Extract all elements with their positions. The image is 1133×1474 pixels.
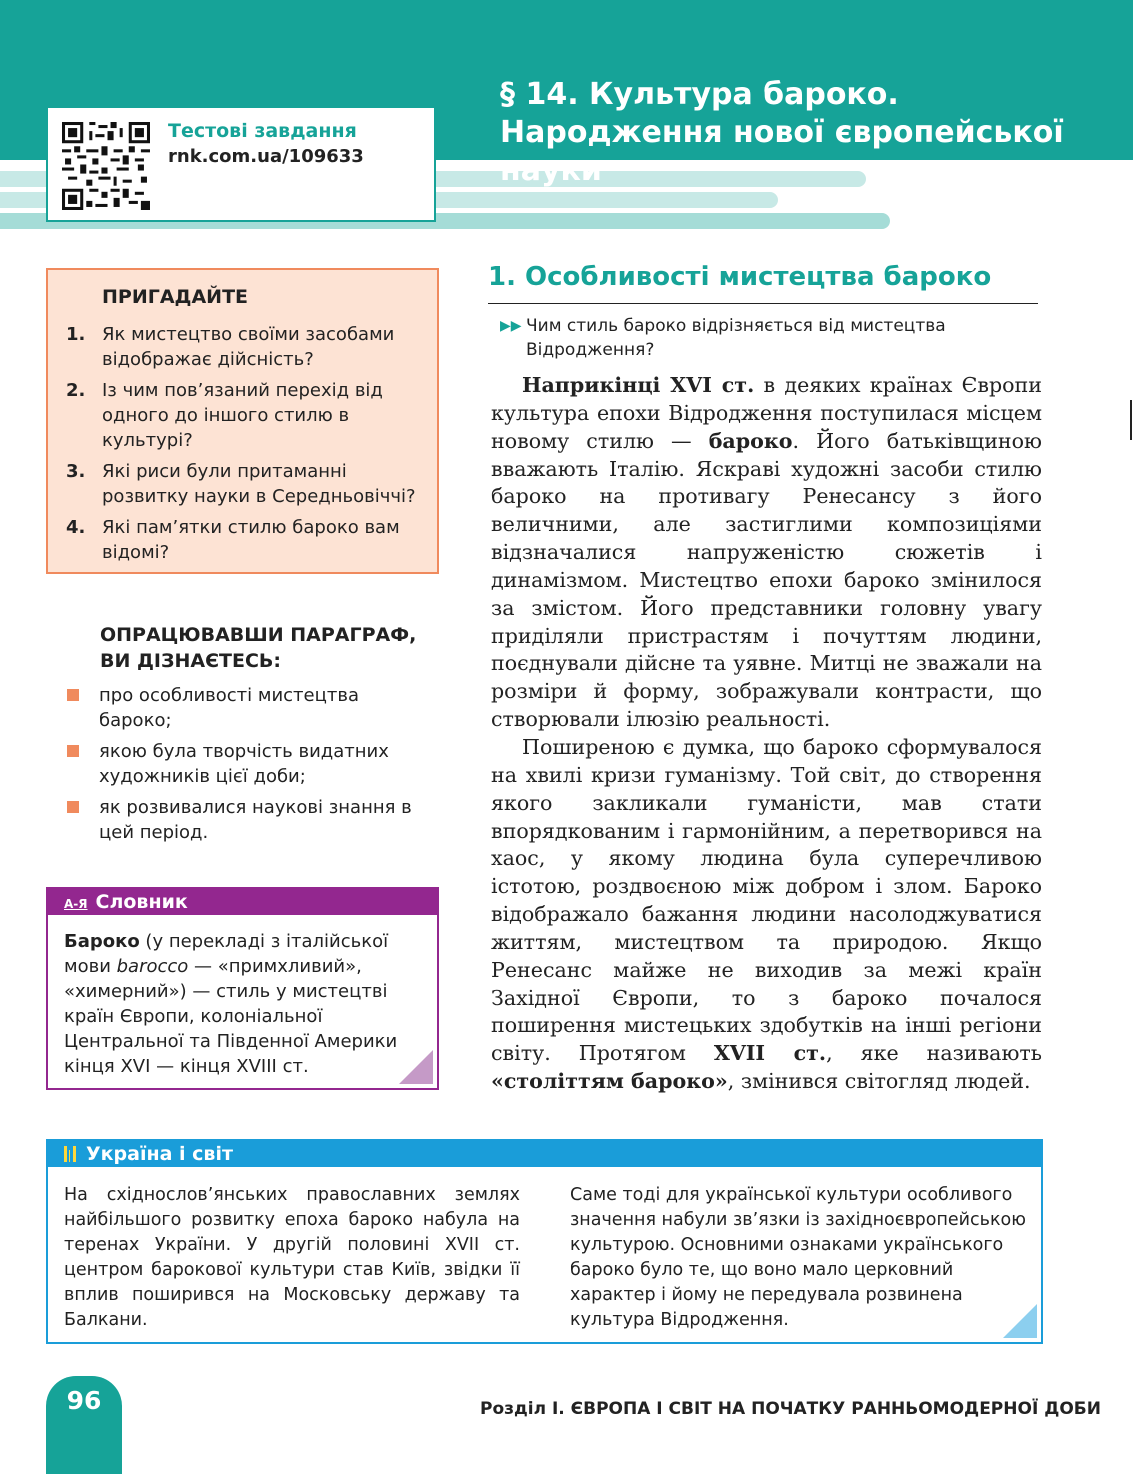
dictionary-definition	[64, 929, 426, 1079]
paragraph-text: . Його батьківщиною вважають Італію. Яскраві художні засоби стилю бароко на противагу Ренесансу з його величними, але застиглими композиціями відзначалися напруженістю сюжетів і динамізмом. Мистецтво епохи бароко змінилося за змістом. Його представники головну увагу приділяли пристрастям і почуттям людини, поєднували дійсне та уявне. Митці не зважали на розміри й форму, зображували контрасти, що створювали ілюзію реальності.	[491, 428, 1042, 732]
ukraine-world-title: Україна і світ	[86, 1143, 233, 1165]
item-text: Як мистецтво своїми засобами відображає дійсність?	[102, 324, 395, 370]
remember-box	[46, 268, 439, 574]
paragraph-text: в деяких країнах Європи культура епохи Відродження поступилася місцем новому стилю —	[491, 373, 1042, 453]
bold-text: XVII ст.	[713, 1041, 827, 1066]
remember-title: ПРИГАДАЙТЕ	[102, 286, 249, 308]
section-title: 1. Особливості мистецтва бароко	[488, 262, 992, 292]
corner-decoration	[399, 1050, 433, 1084]
foreign-word: barocco	[116, 956, 189, 977]
list-item	[66, 515, 431, 565]
item-text: Із чим пов’язаний перехід від одного до іншого стилю в культурі?	[102, 380, 383, 451]
list-item	[66, 459, 431, 509]
dictionary-title: Словник	[95, 891, 188, 913]
paragraph-text: , яке називають	[826, 1041, 1042, 1066]
list-item: якою була творчість видатних художників цієї доби;	[66, 739, 436, 789]
paragraph	[491, 372, 1042, 734]
page-number: 96	[66, 1386, 102, 1415]
bold-text: «століттям бароко»	[491, 1069, 728, 1094]
item-number: 3.	[66, 461, 86, 482]
main-text	[491, 372, 1042, 1096]
bold-text: Наприкінці XVI ст.	[522, 373, 755, 397]
item-number: 1.	[66, 324, 86, 345]
qr-code-icon[interactable]	[62, 122, 150, 210]
paragraph-text: , змінився світогляд людей.	[727, 1069, 1031, 1094]
page-number-tab	[46, 1376, 122, 1474]
item-text: Які пам’ятки стилю бароко вам відомі?	[102, 517, 400, 563]
learn-list	[66, 683, 436, 851]
ukraine-world-header	[48, 1141, 1041, 1167]
ukraine-world-right-text: Саме тоді для української культури особливого значення набули зв’язки із західноєвропейською культурою. Основними ознаками українського бароко було те, що воно мало церковний характер і йому не передувала розвинена культура Відродження.	[570, 1185, 1026, 1330]
dictionary-header	[48, 889, 437, 915]
section-divider	[488, 303, 1038, 304]
learn-title: ОПРАЦЮВАВШИ ПАРАГРАФ, ВИ ДІЗНАЄТЕСЬ:	[100, 624, 417, 672]
test-tasks-title: Тестові завдання	[168, 120, 357, 142]
list-item	[66, 378, 431, 453]
edge-mark	[1130, 400, 1132, 440]
ukraine-world-box	[46, 1139, 1043, 1344]
item-number: 4.	[66, 517, 86, 538]
definition-text: — «примхливий», «химерний») — стиль у мистецтві країн Європи, колоніальної Центральної та Південної Америки кінця XVI — кінця XVIII ст.	[64, 956, 398, 1077]
section-question	[500, 314, 1046, 362]
test-tasks-box	[46, 106, 436, 222]
dictionary-box	[46, 887, 439, 1090]
paragraph	[491, 734, 1042, 1096]
corner-decoration	[1003, 1304, 1037, 1338]
test-tasks-link[interactable]: rnk.com.ua/109633	[168, 146, 364, 167]
definition-text: (у перекладі з італійської мови	[64, 931, 389, 977]
list-item	[66, 322, 431, 372]
bold-text: бароко	[708, 428, 793, 453]
item-number: 2.	[66, 380, 86, 401]
list-item: про особливості мистецтва бароко;	[66, 683, 436, 733]
dictionary-term: Бароко	[64, 931, 140, 952]
paragraph-text: Поширеною є думка, що бароко сформувалося на хвилі кризи гуманізму. Той світ, до створення якого закликали гуманісти, мав стати впорядкованим і гармонійним, а перетворився на хаос, у якому людина була суперечливою істотою, роздвоєною між добром і злом. Бароко відображало бажання людини насолоджуватися життям, мистецтвом та природою. Якщо Ренесанс майже не виходив за межі країн Західної Європи, то з бароко почалося поширення мистецьких здобутків на інші регіони світу. Протягом	[491, 734, 1042, 1066]
double-arrow-icon: ▶▶	[500, 318, 522, 334]
ukraine-world-left-text: На східнослов’янських православних землях найбільшого розвитку епоха бароко набула на теренах України. У другій половині XVII ст. центром барокової культури став Київ, звідки її вплив поширився на Московську державу та Балкани.	[64, 1185, 520, 1330]
question-text: Чим стиль бароко відрізняється від мистецтва Відродження?	[526, 316, 946, 360]
page-title: § 14. Культура бароко. Народження нової європейської науки	[500, 77, 1064, 188]
columns-icon	[64, 1146, 76, 1162]
dictionary-icon: А-Я	[64, 897, 88, 911]
chapter-footer: Розділ І. ЄВРОПА І СВІТ НА ПОЧАТКУ РАННЬОМОДЕРНОЇ ДОБИ	[480, 1399, 1101, 1419]
item-text: Які риси були притаманні розвитку науки в Середньовіччі?	[102, 461, 416, 507]
remember-list	[66, 322, 431, 571]
list-item: як розвивалися наукові знання в цей період.	[66, 795, 436, 845]
